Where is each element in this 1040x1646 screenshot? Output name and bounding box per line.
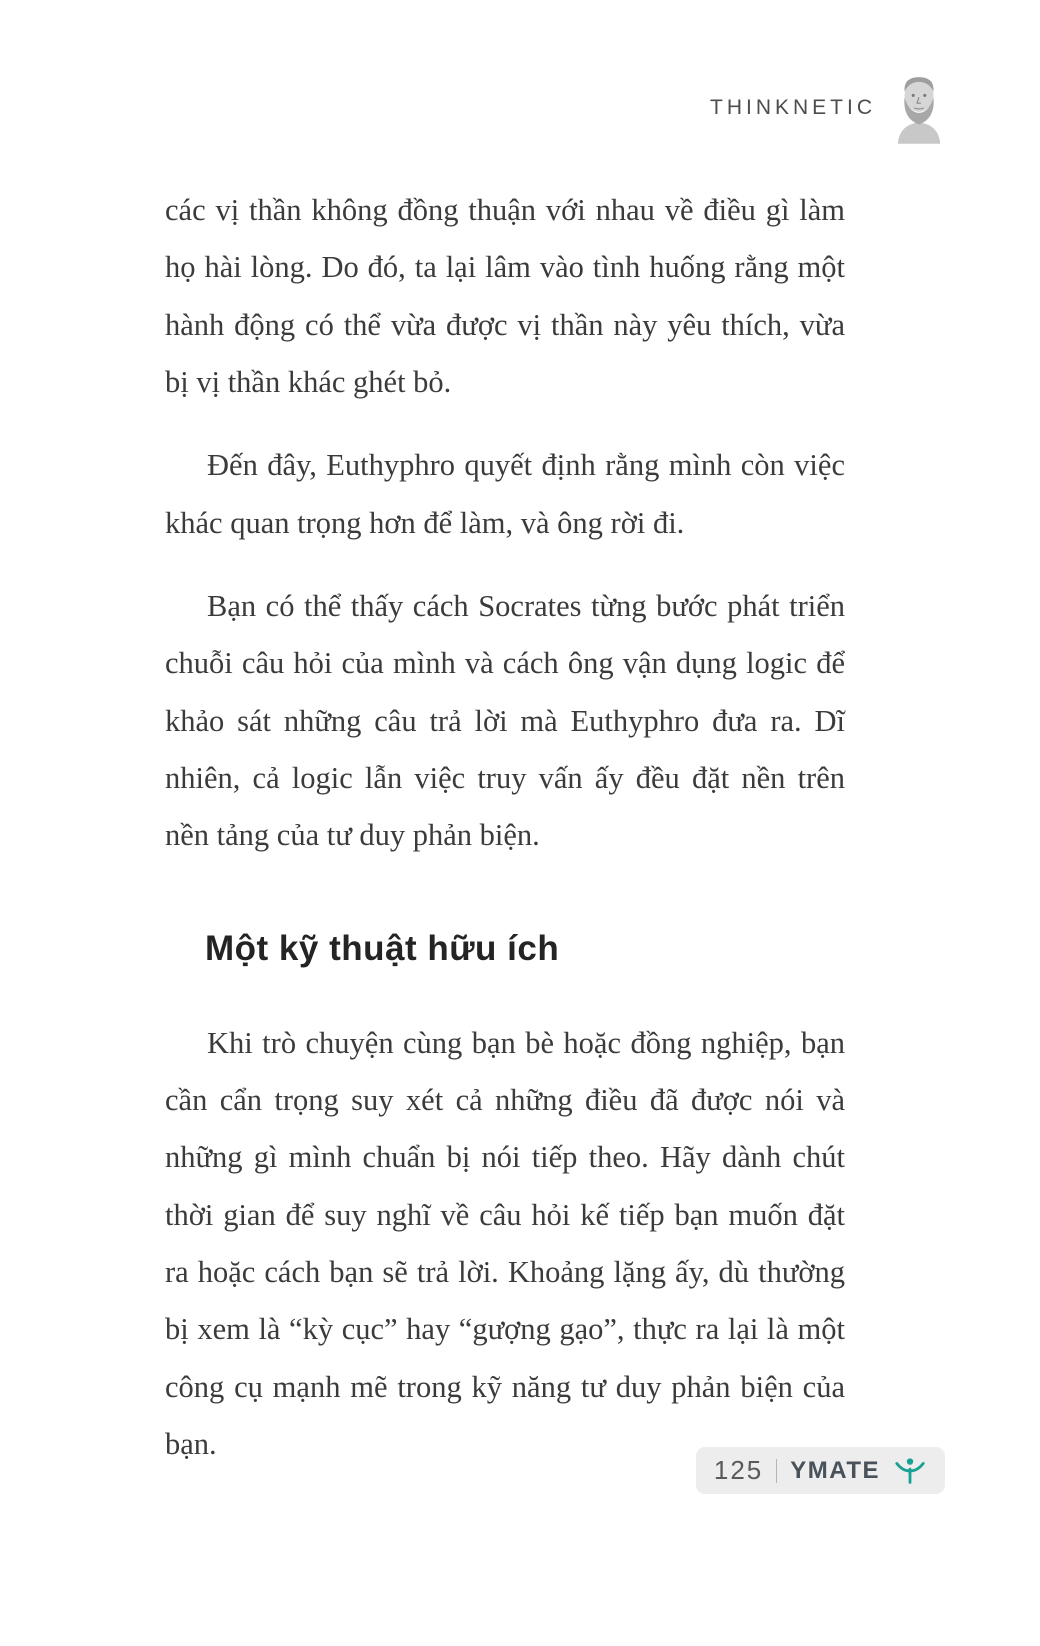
ymate-logo-icon [893, 1456, 927, 1486]
paragraph: Bạn có thể thấy cách Socrates từng bước phát triển chuỗi câu hỏi của mình và cách ông vận dụng logic để khảo sát những câu trả lời mà Euthyphro đưa ra. Dĩ nhiên, cả logic lẫn việc truy vấn ấy đều đặt nền trên nền tảng của tư duy phản biện. [165, 588, 845, 853]
footer-divider [776, 1459, 777, 1483]
paragraph: Khi trò chuyện cùng bạn bè hoặc đồng nghiệp, bạn cần cẩn trọng suy xét cả những điều đã được nói và những gì mình chuẩn bị nói tiếp theo. Hãy dành chút thời gian để suy nghĩ về câu hỏi kế tiếp bạn muốn đặt ra hoặc cách bạn sẽ trả lời. Khoảng lặng ấy, dù thường bị xem là “kỳ cục” hay “gượng gạo”, thực ra lại là một công cụ mạnh mẽ trong kỹ năng tư duy phản biện của bạn. [165, 1025, 845, 1461]
publisher-brand-text: THINKNETIC [710, 96, 876, 119]
page-header [710, 70, 948, 146]
footer-brand-text: YMATE [790, 1456, 880, 1484]
section-heading: Một kỹ thuật hữu ích [205, 928, 560, 968]
page-number: 125 [713, 1455, 764, 1485]
page-footer-badge [696, 1447, 945, 1494]
socrates-portrait-icon [890, 70, 948, 146]
paragraph: các vị thần không đồng thuận với nhau về điều gì làm họ hài lòng. Do đó, ta lại lâm vào tình huống rằng một hành động có thể vừa được vị thần này yêu thích, vừa bị vị thần khác ghét bỏ. [165, 193, 845, 399]
paragraph: Đến đây, Euthyphro quyết định rằng mình còn việc khác quan trọng hơn để làm, và ông rời đi. [165, 448, 845, 540]
